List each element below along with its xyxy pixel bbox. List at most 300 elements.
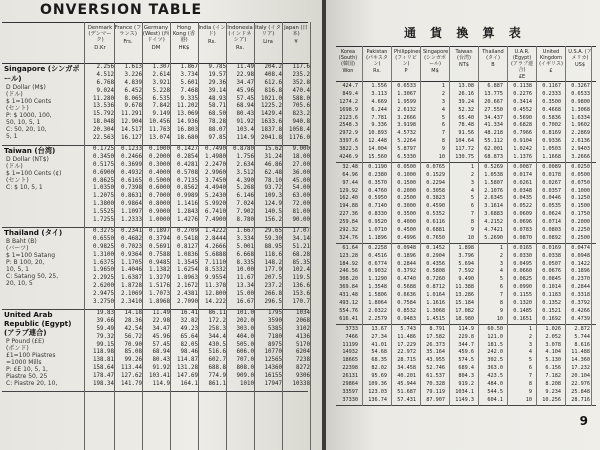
column-header-row <box>336 46 596 82</box>
column-header-unit: Lira <box>263 39 273 45</box>
table-cell: 31.24 <box>264 153 282 160</box>
table-cell: 6204 <box>296 349 310 356</box>
table-cell: 62.001 <box>484 146 503 153</box>
table-row <box>336 219 596 227</box>
table-cell: 61.537 <box>426 373 445 380</box>
table-cell: 0.1896 <box>397 252 416 259</box>
table-cell: 1.1896 <box>368 234 387 241</box>
currency-region <box>2 64 308 146</box>
table-cell: 0.4000 <box>397 219 416 226</box>
table-cell: 2 <box>470 171 474 178</box>
column-header-name: France (フランス) <box>114 25 142 37</box>
table-cell: 6 <box>528 365 532 372</box>
table-cell: 78.28 <box>208 119 226 126</box>
table-cell: 26131 <box>342 373 358 380</box>
table-cell: 0.0165 <box>513 244 532 251</box>
table-cell: 408.4 <box>264 71 282 78</box>
table-cell: 1795 <box>268 310 282 316</box>
column-header-name: Philippines (フィリピン) <box>394 49 421 67</box>
table-cell: 119.5 <box>292 275 310 282</box>
table-cell: 6.887 <box>487 83 503 89</box>
table-cell: 6.156 <box>545 365 561 372</box>
table-cell: 68.35 <box>371 357 387 364</box>
table-cell: 59.30 <box>264 235 282 242</box>
table-cell: 0.4266 <box>571 307 590 314</box>
table-cell: 0.6900 <box>93 169 114 176</box>
table-cell: 158.64 <box>93 365 114 372</box>
table-cell: 93.72 <box>264 185 282 192</box>
table-cell: 1.1382 <box>149 267 170 274</box>
region-name: Thailand (タイ) <box>4 228 63 237</box>
region-note: $ 1=100 Satang <box>6 252 56 259</box>
table-cell: 0.6828 <box>513 122 532 129</box>
table-cell: 36.00 <box>292 169 310 176</box>
table-cell: 0.1452 <box>426 244 445 251</box>
table-cell: 0.0696 <box>513 219 532 226</box>
table-cell: 0.3318 <box>571 292 590 299</box>
table-cell: 1034 <box>296 310 310 316</box>
table-cell: 2548.3 <box>339 122 358 129</box>
table-cell: 19.83 <box>96 310 114 316</box>
column-header <box>423 49 447 74</box>
table-cell: 40.201 <box>397 373 416 380</box>
table-cell: 1.1616 <box>426 300 445 307</box>
table-cell: 5385 <box>268 325 282 332</box>
column-header-unit: US$ <box>574 62 585 68</box>
table-cell: 816.8 <box>264 87 282 94</box>
column-rule <box>478 46 479 406</box>
table-cell: 1.3545 <box>177 259 198 266</box>
region-note: C: $ 10, 5, 1 <box>6 184 43 191</box>
table-cell: 7.842 <box>152 103 170 110</box>
table-cell: 544.5 <box>487 388 503 395</box>
table-cell: 3733 <box>345 325 358 332</box>
table-cell: 3.9198 <box>397 122 416 129</box>
table-cell: 49.23 <box>180 325 198 332</box>
table-cell: 237.2 <box>264 283 282 290</box>
table-cell: 42.54 <box>124 325 142 332</box>
table-cell: 0.5836 <box>542 114 561 121</box>
table-cell: 22.976 <box>571 380 590 387</box>
table-row <box>336 389 596 397</box>
table-cell: 3.113 <box>371 90 387 97</box>
table-cell: 56.72 <box>124 333 142 340</box>
table-cell: 8 <box>470 219 474 226</box>
table-cell: 57.45 <box>236 95 254 102</box>
table-cell: 109.36 <box>368 380 387 387</box>
table-row <box>86 381 308 389</box>
table-cell: 177.9 <box>264 267 282 274</box>
table-cell: 3 <box>470 179 474 186</box>
currency-region <box>2 146 308 228</box>
table-cell: 102.4 <box>292 267 310 274</box>
table-cell: 1.1705 <box>121 259 142 266</box>
table-cell: 0.8330 <box>368 211 387 218</box>
table-row <box>86 365 308 373</box>
table-cell: 344.4 <box>208 333 226 340</box>
column-header <box>254 25 282 45</box>
table-cell: 0.4682 <box>121 235 142 242</box>
table-cell: 10 <box>525 396 532 403</box>
table-cell: 4136 <box>296 333 310 340</box>
table-cell: 1 <box>528 325 532 332</box>
table-cell: 1.8963 <box>177 275 198 282</box>
table-cell: 0.2380 <box>368 171 387 178</box>
table-row <box>336 276 596 284</box>
table-cell: 823.2 <box>292 111 310 118</box>
table-cell: 121.0 <box>487 333 503 340</box>
table-cell: 156.2 <box>264 217 282 224</box>
table-cell: 11.291 <box>121 111 142 118</box>
table-cell: 48.218 <box>484 130 503 137</box>
table-cell: 0.8631 <box>121 193 142 200</box>
column-header-unit: Rs. <box>207 39 217 45</box>
table-cell: 6.244 <box>371 106 387 113</box>
table-cell: 1.4980 <box>205 153 226 160</box>
region-note: $ 1=100 Cents <box>6 98 52 105</box>
region-note: P: B 100, 20, <box>6 259 45 266</box>
table-cell: 26.373 <box>426 341 445 348</box>
table-cell: 1837.8 <box>261 127 282 134</box>
table-cell: 1.9599 <box>397 98 416 105</box>
table-cell: 4 <box>441 106 445 113</box>
table-cell: 103.4 <box>236 127 254 134</box>
table-row <box>336 180 596 188</box>
table-cell: 849.4 <box>342 90 358 97</box>
table-cell: 0.5352 <box>426 211 445 218</box>
table-cell: 85.08 <box>124 349 142 356</box>
region-label <box>2 146 80 191</box>
table-cell: 5 <box>499 276 503 283</box>
table-cell: 82.05 <box>180 341 198 348</box>
table-cell: 124.9 <box>264 201 282 208</box>
table-cell: 861.1 <box>208 381 226 388</box>
table-cell: 0.3450 <box>93 153 114 160</box>
column-header-name: U.S.A. (アメリカ) <box>568 49 592 61</box>
table-cell: 78.48 <box>458 122 474 129</box>
table-cell: 8975 <box>268 341 282 348</box>
table-row <box>336 284 596 292</box>
table-cell: 0.0535 <box>542 203 561 210</box>
currency-region <box>2 310 308 392</box>
table-cell: 37330 <box>342 396 358 403</box>
table-cell: 1.1376 <box>513 154 532 161</box>
table-cell: 2972.9 <box>339 130 358 137</box>
table-cell: 0.2844 <box>571 284 590 291</box>
table-cell: 1.3068 <box>571 106 590 113</box>
table-row <box>86 349 308 357</box>
table-cell: 0.5688 <box>397 284 416 291</box>
table-cell: 114.9 <box>152 381 170 388</box>
table-cell: 0.5808 <box>426 268 445 275</box>
table-cell: 15.560 <box>368 154 387 161</box>
table-cell: 606.0 <box>236 349 254 356</box>
table-cell: 87.907 <box>426 396 445 403</box>
table-cell: 0.4932 <box>121 169 142 176</box>
table-cell: 202.0 <box>236 317 254 324</box>
table-cell: 39.66 <box>96 317 114 324</box>
table-cell: 51.21 <box>292 243 310 250</box>
region-note: P: £E 10, 5, 1, <box>6 366 48 373</box>
table-cell: 13.34 <box>236 283 254 290</box>
table-cell: 16155 <box>264 373 282 380</box>
region-label <box>2 64 80 140</box>
table-cell: 0.1500 <box>397 179 416 186</box>
table-row <box>336 357 596 365</box>
table-cell: 6.146 <box>236 193 254 200</box>
table-cell: 2.4381 <box>177 291 198 298</box>
table-cell: 1.0503 <box>542 146 561 153</box>
table-cell: 118.6 <box>264 251 282 258</box>
column-header-unit: £E <box>518 74 526 80</box>
table-cell: 0.1250 <box>571 195 590 202</box>
column-header-name: Indonesia (インドネシア) <box>227 25 253 43</box>
table-row <box>86 72 308 80</box>
column-header-name: Germany (West) (西ドイツ) <box>142 25 170 43</box>
table-row <box>86 260 308 268</box>
table-row <box>86 154 308 162</box>
table-cell: 0.3500 <box>542 98 561 105</box>
table-cell: 8.791 <box>429 325 445 332</box>
table-row <box>86 291 308 299</box>
table-cell: 404.0 <box>236 333 254 340</box>
table-cell: 0.1167 <box>542 83 561 89</box>
table-cell: 48.93 <box>208 95 226 102</box>
table-cell: 0.6636 <box>397 292 416 299</box>
region-note: (ドル) <box>6 163 23 170</box>
table-cell: 8.780 <box>236 217 254 224</box>
table-cell: 64.96 <box>342 171 358 178</box>
table-cell: 246.56 <box>339 268 358 275</box>
column-header-unit: ¥ <box>294 39 298 45</box>
table-row <box>86 88 308 96</box>
table-cell: 7.024 <box>236 201 254 208</box>
table-cell: 0.0338 <box>542 252 561 259</box>
table-cell: 0.1427 <box>177 146 198 152</box>
table-cell: 81.00 <box>292 209 310 216</box>
table-cell: 70.90 <box>124 341 142 348</box>
table-cell: 79.119 <box>426 388 445 395</box>
table-cell: 17.07 <box>292 228 310 234</box>
table-cell: 0.8127 <box>177 243 198 250</box>
table-cell: 15.62 <box>264 146 282 152</box>
table-cell: 6 <box>441 122 445 129</box>
table-cell: 10338 <box>292 381 310 388</box>
table-cell: 1.8064 <box>368 300 387 307</box>
table-cell: 114.9 <box>236 135 254 142</box>
right-conversion-table <box>336 46 596 406</box>
column-header-name: India (インド) <box>198 25 226 37</box>
table-cell: 97.85 <box>208 135 226 142</box>
table-cell: 0.8712 <box>426 284 445 291</box>
table-cell: 0.3058 <box>426 187 445 194</box>
table-cell: 1698.9 <box>339 106 358 113</box>
table-row <box>86 217 308 225</box>
table-cell: 0.0892 <box>542 234 561 241</box>
table-cell: 10.893 <box>368 130 387 137</box>
table-row <box>336 107 596 115</box>
table-row <box>336 91 596 99</box>
table-cell: 9.149 <box>152 111 170 118</box>
table-cell: 707.0 <box>236 357 254 364</box>
table-cell: 0.5708 <box>177 169 198 176</box>
table-cell: 39.24 <box>458 98 474 105</box>
table-cell: 72.00 <box>292 201 310 208</box>
table-cell: 2.256 <box>96 64 114 70</box>
table-cell: 2.0322 <box>368 307 387 314</box>
table-cell: 7 <box>441 130 445 137</box>
table-cell: 5 <box>528 357 532 364</box>
table-cell: 352.8 <box>292 79 310 86</box>
table-row <box>86 185 308 193</box>
table-cell: 1.0350 <box>93 185 114 192</box>
table-cell: 17.232 <box>571 365 590 372</box>
table-cell: 141.79 <box>121 381 142 388</box>
table-cell: 91.92 <box>236 119 254 126</box>
table-cell: 0.5690 <box>513 114 532 121</box>
table-cell: 602.7 <box>208 357 226 364</box>
table-cell: 86.11 <box>208 310 226 316</box>
table-row <box>336 164 596 172</box>
page-number: 9 <box>579 414 588 428</box>
table-cell: 0.3000 <box>149 161 170 168</box>
table-cell: 2 <box>441 90 445 97</box>
table-cell: 0.0169 <box>542 244 561 251</box>
table-cell: 17.229 <box>397 341 416 348</box>
region-values <box>86 146 308 225</box>
table-cell: 431.48 <box>339 292 358 299</box>
table-row <box>86 178 308 186</box>
table-cell: 308.20 <box>339 276 358 283</box>
table-cell: 2 <box>528 333 532 340</box>
table-cell: 0.2854 <box>177 153 198 160</box>
table-cell: 4.2666 <box>205 243 226 250</box>
table-cell: 0.0261 <box>513 179 532 186</box>
table-cell: 0.0948 <box>571 252 590 259</box>
table-cell: 3 <box>441 98 445 105</box>
table-cell: 6 <box>470 203 474 210</box>
table-cell: 17.082 <box>455 307 474 314</box>
table-cell: 5.130 <box>545 357 561 364</box>
rate-block <box>336 325 596 406</box>
table-cell: 32.82 <box>180 317 198 324</box>
table-cell: 0.0348 <box>513 187 532 194</box>
table-cell: 6.668 <box>236 251 254 258</box>
table-cell: 0.2258 <box>368 244 387 251</box>
table-cell: 0.0435 <box>513 195 532 202</box>
table-cell: 1.667 <box>236 228 254 234</box>
column-header-unit: £ <box>549 68 553 74</box>
table-cell: 1.6387 <box>121 275 142 282</box>
table-cell: 0.0870 <box>513 234 532 241</box>
table-cell: 17.582 <box>426 333 445 340</box>
table-cell: 0.0803 <box>542 227 561 234</box>
table-cell: 9.490 <box>458 276 474 283</box>
table-cell: 1.4046 <box>121 267 142 274</box>
region-note: Piastre 50, 25 <box>6 373 48 380</box>
table-cell: 7.468 <box>180 87 198 94</box>
table-cell: 12.904 <box>121 119 142 126</box>
table-cell: 0.7588 <box>149 251 170 258</box>
table-cell: 123.28 <box>339 252 358 259</box>
table-cell: 101.0 <box>236 310 254 316</box>
table-cell: 5.694 <box>458 260 474 267</box>
table-row <box>86 96 308 104</box>
column-header-name: Singapore (シンガポール) <box>423 49 449 67</box>
table-cell: 99.26 <box>124 357 142 364</box>
table-row <box>86 244 308 252</box>
table-cell: 1.1290 <box>368 276 387 283</box>
table-cell: 242.0 <box>487 349 503 356</box>
table-cell: 9.000 <box>292 146 310 152</box>
table-cell: 27.34 <box>371 333 387 340</box>
table-cell: 9306 <box>296 373 310 380</box>
table-cell: 123.03 <box>368 388 387 395</box>
table-cell: 2.2869 <box>571 130 590 137</box>
table-cell: 3.796 <box>458 252 474 259</box>
table-row <box>86 318 308 326</box>
table-cell: 588.0 <box>292 95 310 102</box>
table-cell: 9.234 <box>545 388 561 395</box>
table-cell: 90.00 <box>292 217 310 224</box>
table-cell: 0.0750 <box>571 179 590 186</box>
table-cell: 0.1692 <box>542 315 561 322</box>
table-cell: 1034.1 <box>455 388 474 395</box>
table-cell: 505.0 <box>236 341 254 348</box>
table-cell: 15.792 <box>93 111 114 118</box>
table-cell: 0.9364 <box>121 251 142 258</box>
table-cell: 140.5 <box>264 209 282 216</box>
region-note: B Baht (B) <box>6 238 37 245</box>
table-cell: 80.43 <box>152 357 170 364</box>
table-cell: 1.0538 <box>484 171 503 178</box>
table-row <box>336 342 596 350</box>
table-cell: 2.052 <box>545 333 561 340</box>
table-cell: 7 <box>528 373 532 380</box>
table-cell: 0.5269 <box>484 163 503 170</box>
table-cell: 45.96 <box>236 87 254 94</box>
table-cell: 7.592 <box>458 268 474 275</box>
table-cell: 3.1614 <box>484 203 503 210</box>
table-row <box>86 103 308 111</box>
table-cell: 184.92 <box>339 260 358 267</box>
table-row <box>336 245 596 253</box>
table-cell: 78.10 <box>264 177 282 184</box>
table-cell: 82.02 <box>371 365 387 372</box>
table-cell: 1274.2 <box>339 98 358 105</box>
region-values <box>86 228 308 307</box>
table-cell: 0.0250 <box>571 163 590 170</box>
table-cell: 9 <box>528 388 532 395</box>
region-note: C: 50, 20, 10, <box>6 126 47 133</box>
table-cell: 0.1651 <box>513 315 532 322</box>
table-cell: 0.1183 <box>542 292 561 299</box>
page-title: ONVERSION TABLE <box>40 2 203 18</box>
column-header <box>510 49 534 80</box>
table-cell: 2.1672 <box>177 283 198 290</box>
table-cell: 0.4516 <box>368 252 387 259</box>
table-cell: 41.01 <box>371 341 387 348</box>
table-cell: 68.94 <box>236 103 254 110</box>
table-cell: 2 <box>499 252 503 259</box>
column-header-name: Hong Kong (香港) <box>172 25 196 43</box>
column-header <box>282 25 310 45</box>
table-cell: 1.8968 <box>149 299 170 306</box>
table-cell: 20.667 <box>484 98 503 105</box>
region-label <box>2 310 80 387</box>
table-cell: 10770 <box>264 349 282 356</box>
table-cell: 0.4739 <box>571 315 590 322</box>
